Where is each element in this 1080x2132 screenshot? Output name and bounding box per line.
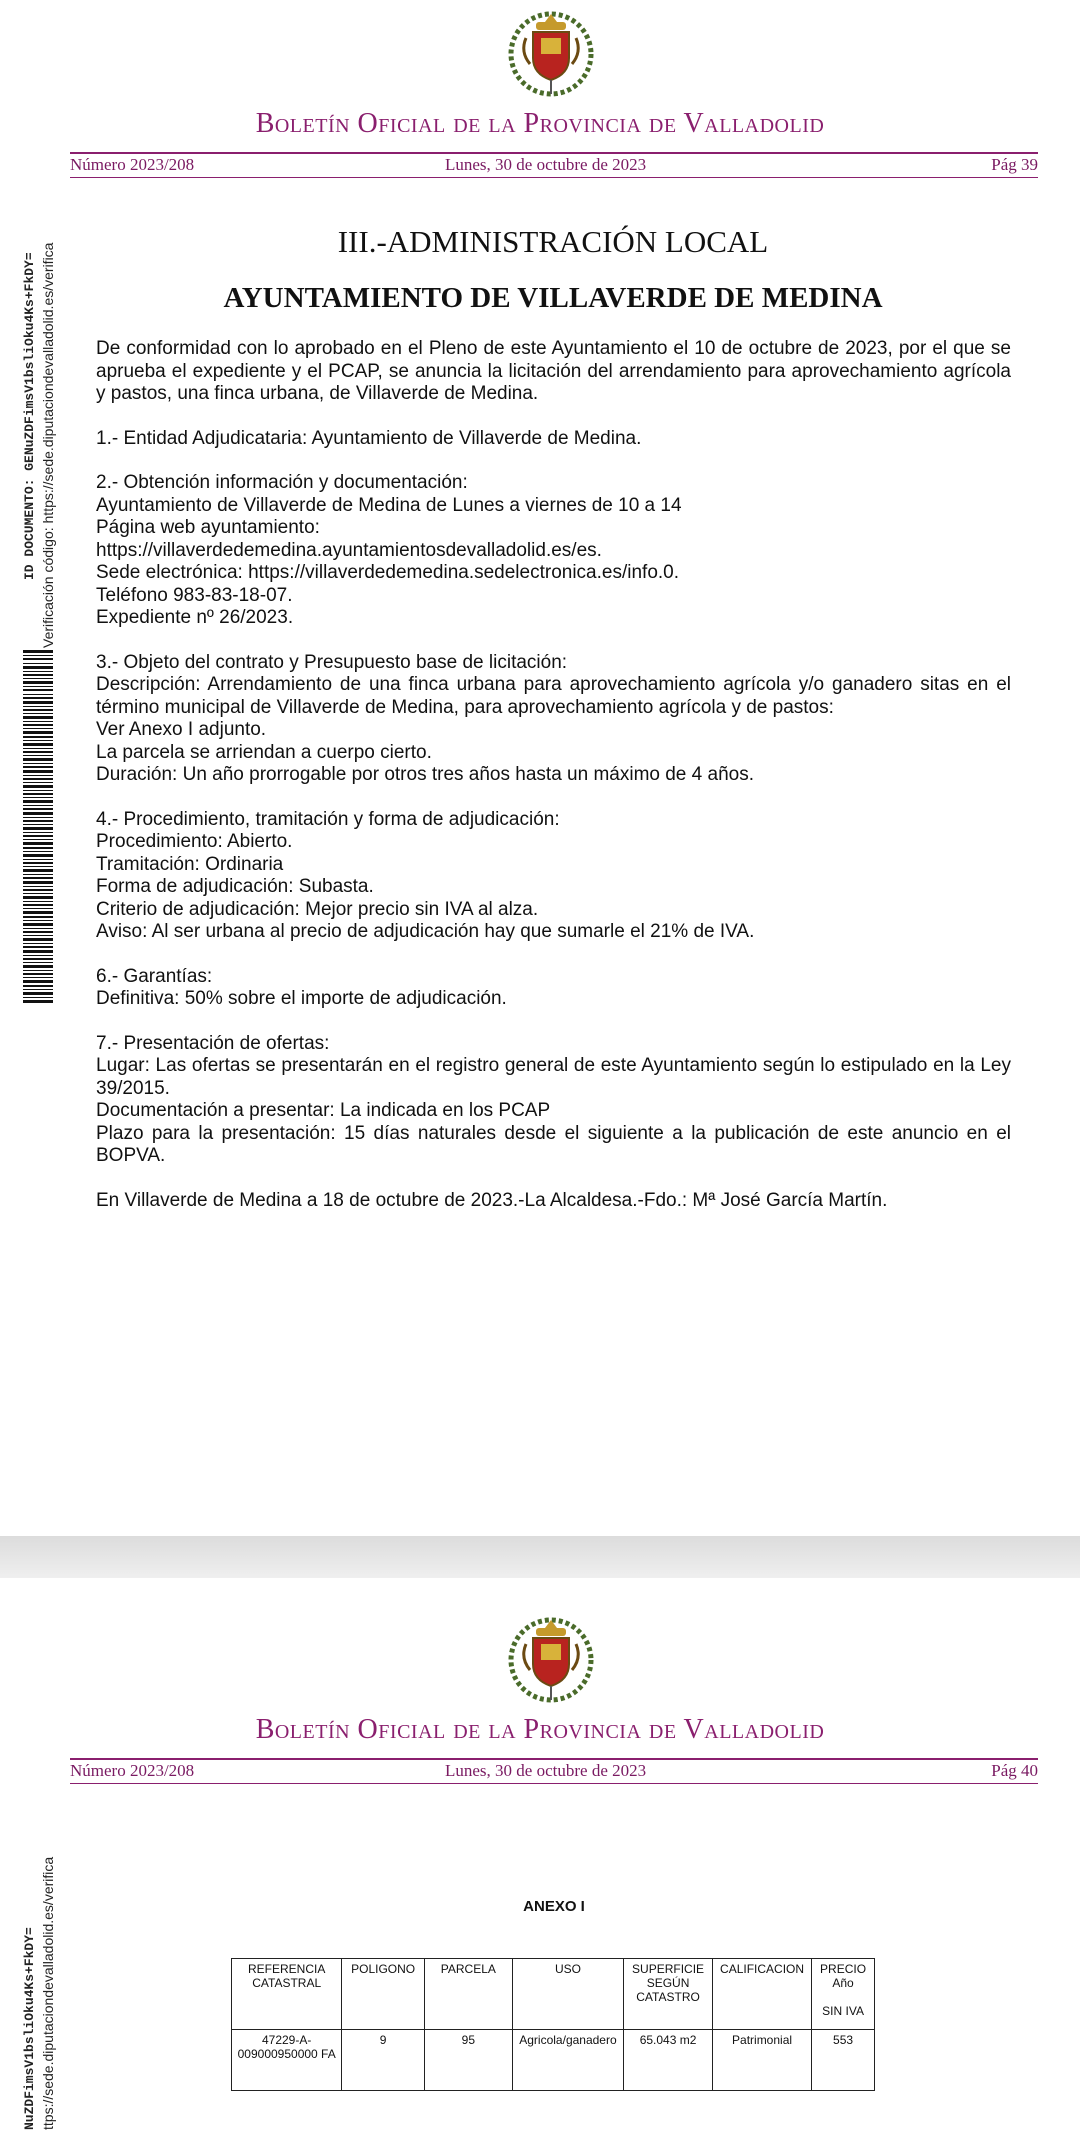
item-3-line: Duración: Un año prorrogable por otros tres años hasta un máximo de 4 años. [96,764,754,785]
cell-poligono: 9 [342,2030,425,2091]
cell-superficie: 65.043 m2 [624,2030,713,2091]
item-4-line: Forma de adjudicación: Subasta. [96,876,374,897]
header-rule [70,152,1038,154]
item-7-lugar: Lugar: Las ofertas se presentarán en el registro general de este Ayuntamiento según lo estipulado en la Ley 39/2015. [96,1055,1011,1099]
issue-number: Número 2023/208 [70,1761,195,1780]
sin-iva-label: SIN IVA [822,2004,864,2018]
annex-title: ANEXO I [523,1898,585,1915]
item-3-line: Ver Anexo I adjunto. [96,719,267,740]
precio-label: PRECIO Año [820,1962,867,1990]
item-4-line: Criterio de adjudicación: Mejor precio sin IVA al alza. [96,898,539,920]
item-7-title: 7.- Presentación de ofertas: [96,1032,330,1054]
barcode-icon [23,650,53,1005]
item-2-line: Ayuntamiento de Villaverde de Medina de Lunes a viernes de 10 a 14 [96,494,682,516]
entity-heading: AYUNTAMIENTO DE VILLAVERDE DE MEDINA [223,282,883,314]
col-referencia: REFERENCIA CATASTRAL [232,1959,342,2030]
bulletin-title: Boletín Oficial de la Provincia de Valladolid [255,1714,825,1745]
col-calificacion: CALIFICACION [712,1959,811,2030]
item-2-title: 2.- Obtención información y documentación: [96,472,468,493]
header-rule-bottom [70,177,1038,178]
col-superficie: SUPERFICIE SEGÚN CATASTRO [624,1959,713,2030]
signature-line: En Villaverde de Medina a 18 de octubre de 2023.-La Alcaldesa.-Fdo.: Mª José García Martín. [96,1189,888,1211]
item-4-line: Aviso: Al ser urbana al precio de adjudicación hay que sumarle el 21% de IVA. [96,921,755,942]
item-3-title: 3.- Objeto del contrato y Presupuesto base de licitación: [96,651,568,673]
item-4-title: 4.- Procedimiento, tramitación y forma de adjudicación: [96,808,560,830]
item-2-line: Sede electrónica: https://villaverdedemedina.sedelectronica.es/info.0. [96,562,680,583]
intro-paragraph: De conformidad con lo aprobado en el Pleno de este Ayuntamiento el 10 de octubre de 2023, por el que se aprueba el expediente y el PCAP, se anuncia la licitación del arrendamiento para aprovechamiento agrícola y pastos, una finca urbana, de Villaverde de Medina. [96,338,1011,404]
verification-url: ttps://sede.diputaciondevalladolid.es/verifica [40,1856,56,2130]
item-7-doc: Documentación a presentar: La indicada en los PCAP [96,1100,551,1121]
item-2-line: Teléfono 983-83-18-07. [96,584,293,606]
item-4-line: Procedimiento: Abierto. [96,831,293,852]
document-id: ID DOCUMENTO: GENuZDFimsV1bsliOku4Ks+FkDY= [22,252,37,580]
page-separator [0,1536,1080,1578]
item-3-description: Descripción: Arrendamiento de una finca urbana para aprovechamiento agrícola y/o ganadero sitas en el término municipal de Villaverde de Medina, para aprovechamiento agrícola y de pastos: [96,674,1011,718]
annex-table [231,1958,875,2091]
cell-precio: 553 [812,2030,875,2091]
issue-date: Lunes, 30 de octubre de 2023 [445,1761,647,1780]
header-rule-bottom [70,1783,1038,1784]
item-7-plazo: Plazo para la presentación: 15 días naturales desde el siguiente a la publicación de este anuncio en el BOPVA. [96,1122,1011,1166]
item-6-line: Definitiva: 50% sobre el importe de adjudicación. [96,988,507,1009]
col-uso: USO [512,1959,623,2030]
table-row [232,2030,875,2091]
item-2-line: https://villaverdedemedina.ayuntamientosdevalladolid.es/es. [96,539,602,561]
cell-parcela: 95 [424,2030,512,2091]
bulletin-title: Boletín Oficial de la Provincia de Valladolid [255,108,825,139]
issue-date: Lunes, 30 de octubre de 2023 [445,155,647,174]
cell-referencia: 47229-A-009000950000 FA [232,2030,342,2091]
page-number: Pág 39 [991,155,1038,174]
cell-uso: Agricola/ganadero [512,2030,623,2091]
province-crest-icon [506,8,596,100]
item-2-line: Expediente nº 26/2023. [96,607,294,628]
cell-calificacion: Patrimonial [712,2030,811,2091]
col-precio [812,1959,875,2030]
page-number: Pág 40 [991,1761,1038,1780]
announcement-body [96,338,1011,1212]
table-header-row [232,1959,875,2030]
province-crest-icon [506,1614,596,1706]
header-rule [70,1758,1038,1760]
issue-number: Número 2023/208 [70,155,195,174]
item-6-title: 6.- Garantías: [96,965,213,987]
item-1: 1.- Entidad Adjudicataria: Ayuntamiento de Villaverde de Medina. [96,427,642,449]
verification-url: Verificación código: https://sede.diputaciondevalladolid.es/verifica [40,242,56,648]
col-parcela: PARCELA [424,1959,512,2030]
col-poligono: POLIGONO [342,1959,425,2030]
section-heading: III.-ADMINISTRACIÓN LOCAL [337,224,769,259]
item-2-line: Página web ayuntamiento: [96,517,320,538]
item-3-line: La parcela se arriendan a cuerpo cierto. [96,741,432,763]
document-id: NuZDFimsV1bsliOku4Ks+FkDY= [22,1927,37,2130]
item-4-line: Tramitación: Ordinaria [96,853,284,875]
